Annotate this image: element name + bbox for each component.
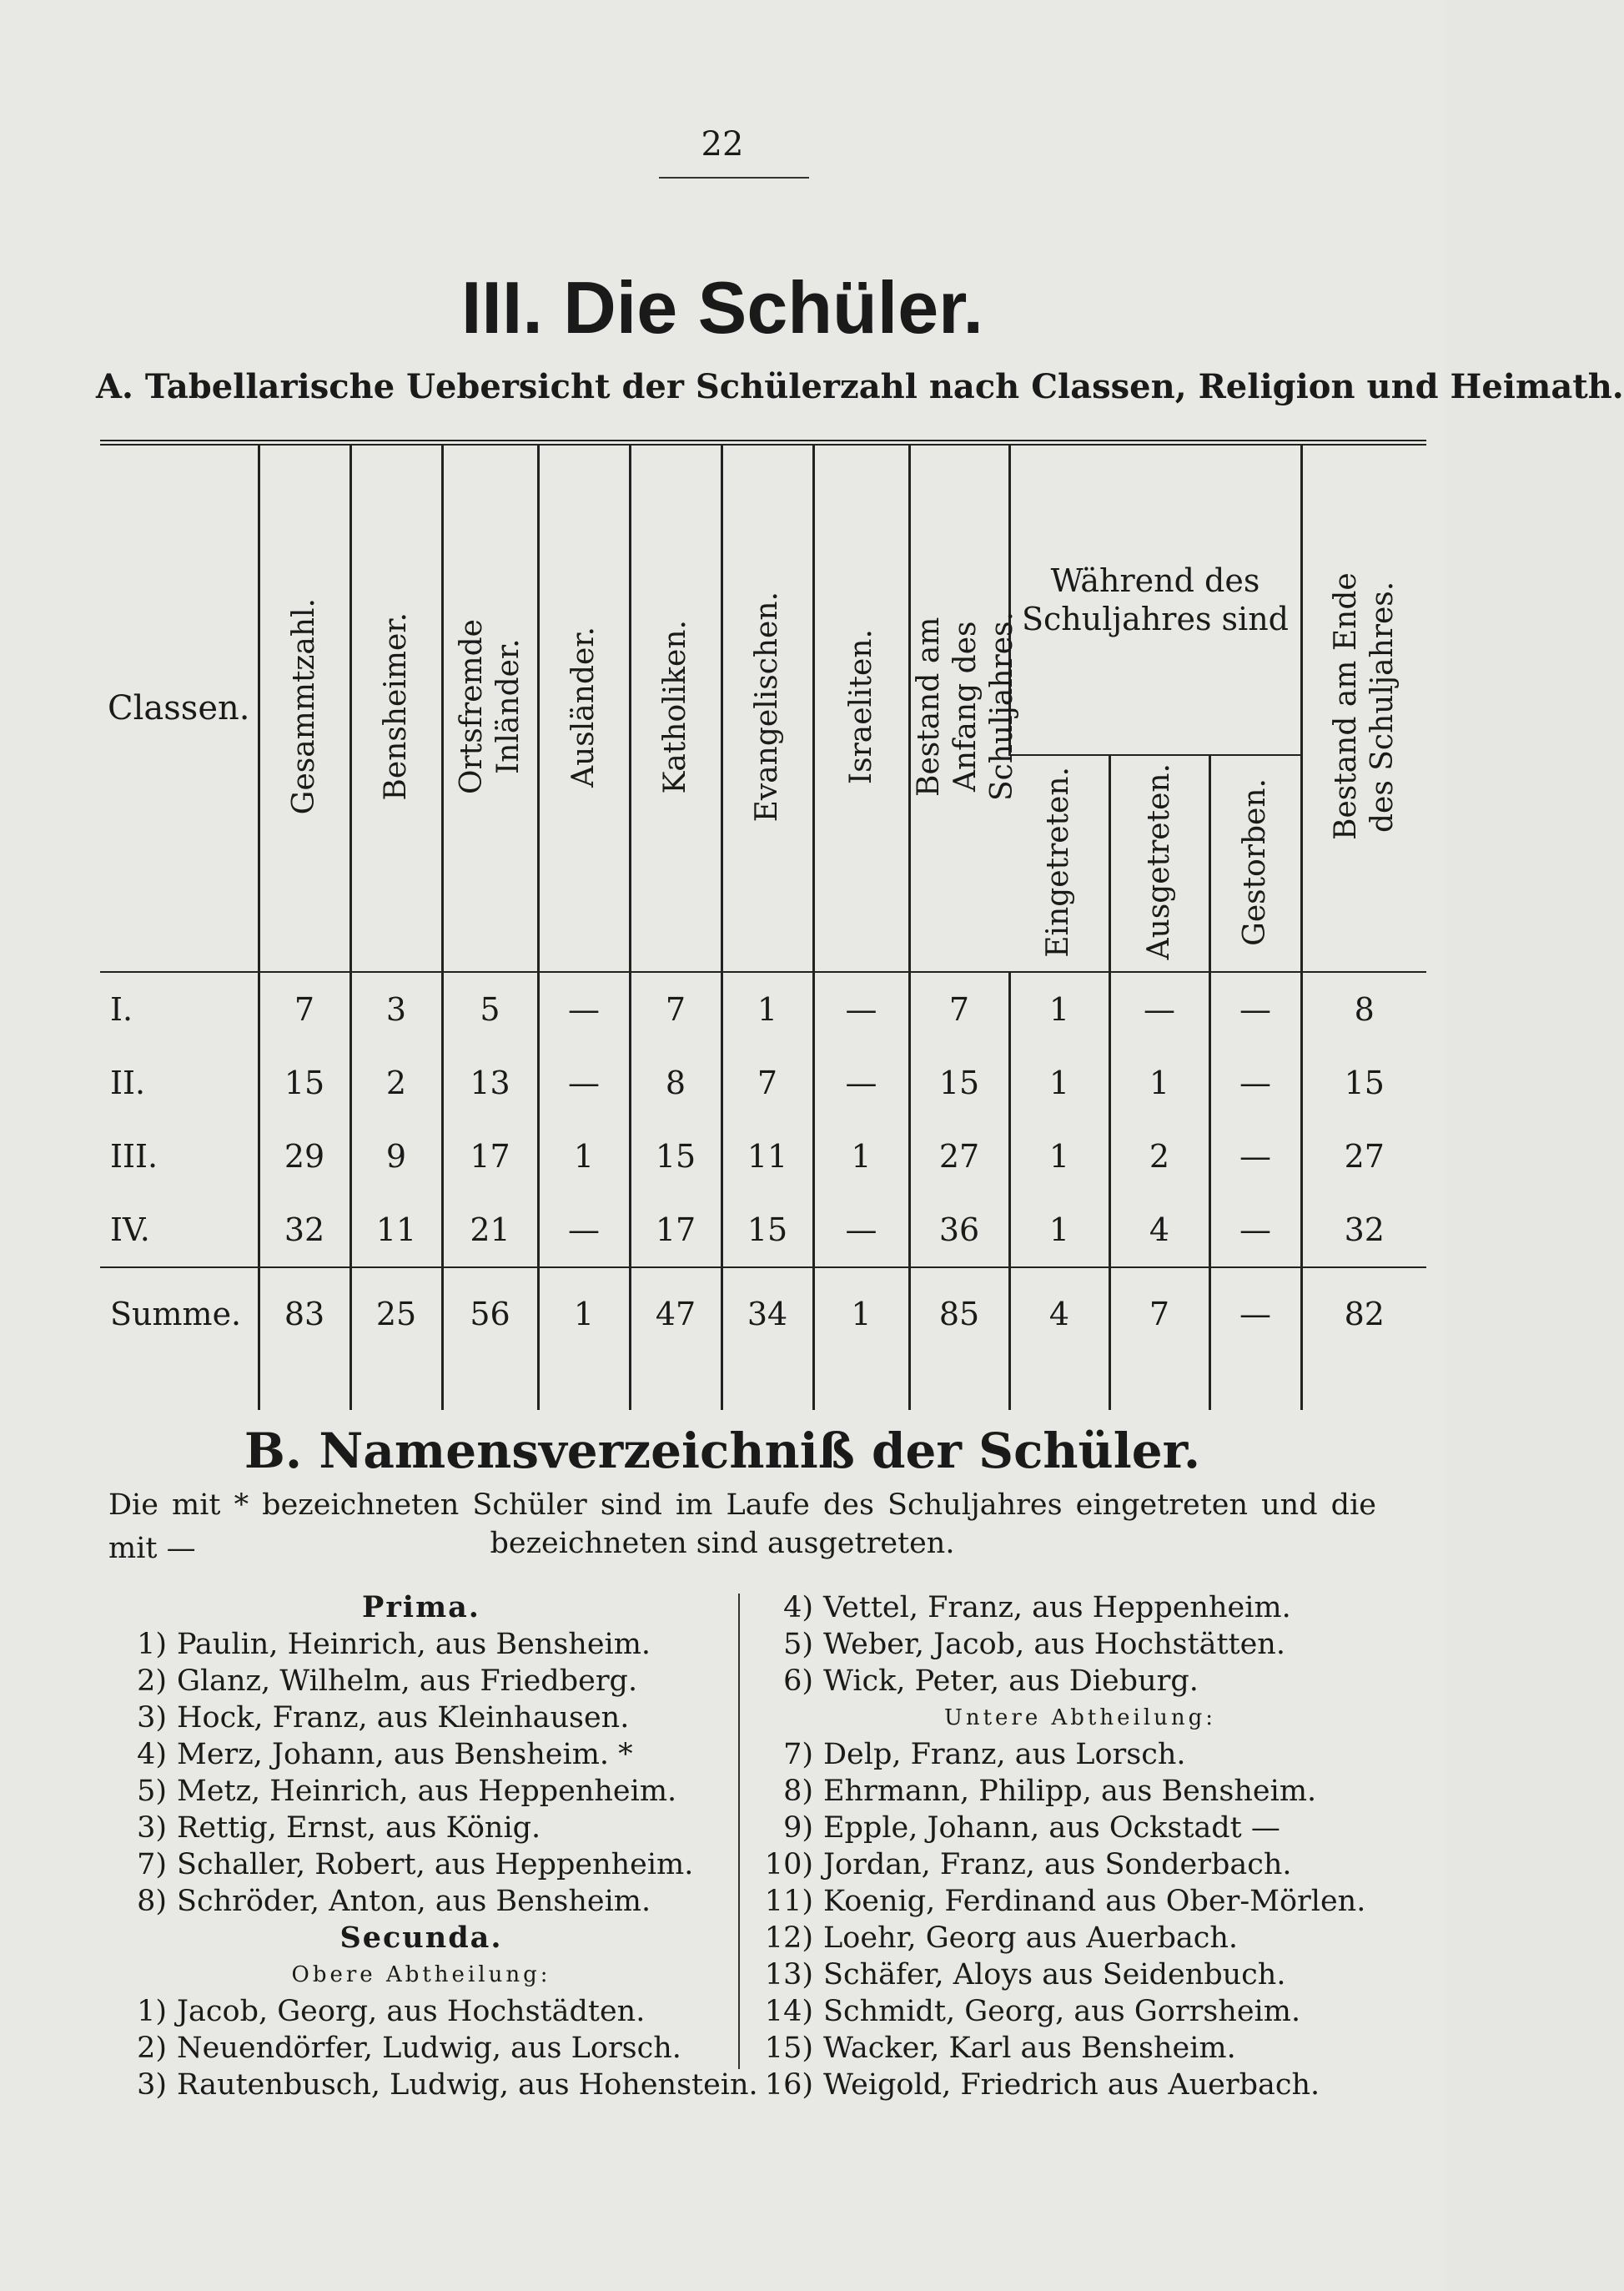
table-row: [100, 1120, 1426, 1193]
list-item-number: 2): [137, 1664, 167, 1698]
cell-israeliten: —: [813, 1046, 909, 1120]
statistics-table: [100, 440, 1426, 1410]
cell-ortsfremde: 5: [442, 972, 538, 1046]
list-item: [763, 1589, 1397, 1626]
cell-eingetreten: 1: [1009, 972, 1109, 1046]
header-classen: Classen.: [100, 446, 259, 972]
cell-klasse: II.: [110, 1065, 146, 1101]
cell-israeliten: 1: [813, 1267, 909, 1360]
list-item-name: Epple, Johann, aus Ockstadt —: [823, 1811, 1280, 1845]
cell-auslaender: 1: [538, 1120, 630, 1193]
cell-evangelische: 7: [721, 1046, 813, 1120]
list-item-name: Schröder, Anton, aus Bensheim.: [177, 1885, 651, 1918]
prima-header: Prima.: [362, 1590, 480, 1624]
cell-evangelische: 15: [721, 1193, 813, 1267]
cell-ortsfremde: 56: [442, 1267, 538, 1360]
cell-evangelische: 1: [721, 972, 813, 1046]
cell-klasse: III.: [110, 1138, 158, 1175]
list-item-name: Jordan, Franz, aus Sonderbach.: [823, 1848, 1292, 1881]
header-auslaender: Ausländer.: [538, 446, 630, 972]
list-item-number: 9): [783, 1811, 813, 1845]
list-item-number: 13): [764, 1958, 813, 1991]
header-ausgetreten: Ausgetreten.: [1109, 755, 1209, 972]
page-title: III. Die Schüler.: [460, 266, 983, 349]
cell-bensheimer: 25: [350, 1267, 442, 1360]
cell-bestand-anfang: 36: [909, 1193, 1009, 1267]
list-item-name: Koenig, Ferdinand aus Ober-Mörlen.: [823, 1885, 1366, 1918]
list-item: [763, 1883, 1397, 1920]
list-item-name: Delp, Franz, aus Lorsch.: [823, 1738, 1186, 1771]
cell-evangelische: 34: [721, 1267, 813, 1360]
list-item-number: 8): [783, 1775, 813, 1808]
cell-auslaender: 1: [538, 1267, 630, 1360]
list-item: [763, 1626, 1397, 1663]
list-item-number: 7): [783, 1738, 813, 1771]
list-item-number: 11): [764, 1885, 813, 1918]
list-item-name: Ehrmann, Philipp, aus Bensheim.: [823, 1775, 1317, 1808]
list-item-number: 3): [137, 2068, 167, 2102]
header-eingetreten: Eingetreten.: [1009, 755, 1109, 972]
list-item-number: 14): [764, 1995, 813, 2028]
cell-ausgetreten: —: [1109, 972, 1209, 1046]
list-item-number: 10): [764, 1848, 813, 1881]
cell-bestand-anfang: 15: [909, 1046, 1009, 1120]
cell-bensheimer: 9: [350, 1120, 442, 1193]
list-item: [117, 1699, 726, 1736]
cell-ausgetreten: 4: [1109, 1193, 1209, 1267]
cell-bestand-ende: 82: [1301, 1267, 1426, 1360]
list-item: [763, 1773, 1397, 1810]
list-item: [117, 2067, 758, 2103]
list-item-number: 12): [764, 1921, 813, 1955]
cell-ausgetreten: 7: [1109, 1267, 1209, 1360]
cell-eingetreten: 1: [1009, 1193, 1109, 1267]
cell-katholiken: 8: [630, 1046, 721, 1120]
obere-abtheilung-header: Obere Abtheilung:: [291, 1962, 551, 1987]
list-item: [763, 1846, 1397, 1883]
list-item-name: Wacker, Karl aus Bensheim.: [823, 2032, 1236, 2065]
list-item-number: 3): [137, 1701, 167, 1735]
table-row-summe: [100, 1267, 1426, 1360]
cell-gestorben: —: [1209, 1046, 1301, 1120]
list-item-number: 4): [137, 1738, 167, 1771]
header-katholiken: Katholiken.: [630, 446, 721, 972]
list-item-number: 2): [137, 2032, 167, 2065]
table-row: [100, 1046, 1426, 1120]
cell-bestand-anfang: 7: [909, 972, 1009, 1046]
list-item-name: Metz, Heinrich, aus Heppenheim.: [177, 1775, 677, 1808]
cell-katholiken: 7: [630, 972, 721, 1046]
list-item-number: 6): [783, 1664, 813, 1698]
cell-gesammtzahl: 83: [259, 1267, 350, 1360]
cell-gesammtzahl: 32: [259, 1193, 350, 1267]
cell-gestorben: —: [1209, 1193, 1301, 1267]
header-bestand-anfang: Bestand am Anfang des Schuljahres.: [909, 446, 1009, 972]
cell-katholiken: 47: [630, 1267, 721, 1360]
list-item: [117, 2030, 726, 2067]
cell-auslaender: —: [538, 1193, 630, 1267]
left-name-list: [117, 1589, 758, 2103]
list-item-number: 16): [764, 2068, 813, 2102]
cell-gestorben: —: [1209, 1267, 1301, 1360]
section-b-note: Die mit * bezeichneten Schüler sind im Laufe des Schuljahres eingetreten und die mit —: [108, 1488, 1376, 1565]
cell-bestand-ende: 8: [1301, 972, 1426, 1046]
table-footer-row: [100, 1360, 1426, 1410]
list-item: [763, 1736, 1397, 1773]
cell-ausgetreten: 2: [1109, 1120, 1209, 1193]
list-item: [117, 1663, 726, 1699]
list-item: [763, 2067, 1397, 2103]
right-name-list: [763, 1589, 1397, 2103]
cell-bensheimer: 3: [350, 972, 442, 1046]
cell-bestand-anfang: 85: [909, 1267, 1009, 1360]
header-gesammtzahl: Gesammtzahl.: [259, 446, 350, 972]
list-item-name: Wick, Peter, aus Dieburg.: [823, 1664, 1199, 1698]
cell-bestand-ende: 27: [1301, 1120, 1426, 1193]
cell-ortsfremde: 13: [442, 1046, 538, 1120]
list-item-name: Weigold, Friedrich aus Auerbach.: [823, 2068, 1320, 2102]
header-gestorben: Gestorben.: [1209, 755, 1301, 972]
list-item: [117, 1773, 726, 1810]
list-item: [763, 1920, 1397, 1956]
cell-gesammtzahl: 29: [259, 1120, 350, 1193]
list-item-name: Schmidt, Georg, aus Gorrsheim.: [823, 1995, 1301, 2028]
list-item-number: 5): [783, 1628, 813, 1661]
cell-klasse: Summe.: [100, 1267, 259, 1360]
cell-gestorben: —: [1209, 972, 1301, 1046]
list-item-name: Neuendörfer, Ludwig, aus Lorsch.: [177, 2032, 681, 2065]
list-item-name: Merz, Johann, aus Bensheim. *: [177, 1738, 633, 1771]
header-bestand-ende: Bestand am Ende des Schuljahres.: [1301, 446, 1426, 972]
cell-gestorben: —: [1209, 1120, 1301, 1193]
section-b-title: B. Namensverzeichniß der Schüler.: [244, 1422, 1201, 1479]
cell-gesammtzahl: 7: [259, 972, 350, 1046]
list-item: [117, 1993, 726, 2030]
list-item-number: 8): [137, 1885, 167, 1918]
list-item-name: Weber, Jacob, aus Hochstätten.: [823, 1628, 1285, 1661]
list-item-name: Schaller, Robert, aus Heppenheim.: [177, 1848, 694, 1881]
cell-auslaender: —: [538, 972, 630, 1046]
cell-eingetreten: 4: [1009, 1267, 1109, 1360]
list-item-name: Vettel, Franz, aus Heppenheim.: [823, 1591, 1291, 1624]
cell-ausgetreten: 1: [1109, 1046, 1209, 1120]
untere-abtheilung-header: Untere Abtheilung:: [943, 1705, 1217, 1730]
list-item-number: 3): [137, 1811, 167, 1845]
cell-bestand-ende: 32: [1301, 1193, 1426, 1267]
cell-auslaender: —: [538, 1046, 630, 1120]
list-item-number: 4): [783, 1591, 813, 1624]
table-row: [100, 972, 1426, 1046]
header-israeliten: Israeliten.: [813, 446, 909, 972]
list-item-name: Rettig, Ernst, aus König.: [177, 1811, 541, 1845]
cell-bestand-ende: 15: [1301, 1046, 1426, 1120]
list-item: [763, 1993, 1397, 2030]
cell-klasse: IV.: [110, 1211, 150, 1248]
cell-evangelische: 11: [721, 1120, 813, 1193]
list-item: [117, 1736, 726, 1773]
list-item-number: 15): [764, 2032, 813, 2065]
cell-katholiken: 17: [630, 1193, 721, 1267]
section-b-note-continued: bezeichneten sind ausgetreten.: [490, 1527, 955, 1560]
table-caption: A. Tabellarische Uebersicht der Schülerzahl nach Classen, Religion und Heimath.: [96, 367, 1624, 406]
list-item: [117, 1883, 726, 1920]
cell-bestand-anfang: 27: [909, 1120, 1009, 1193]
header-evangelische: Evangelischen.: [721, 446, 813, 972]
page-number: 22: [701, 125, 744, 164]
cell-israeliten: 1: [813, 1120, 909, 1193]
secunda-header: Secunda.: [339, 1921, 503, 1955]
list-item-name: Schäfer, Aloys aus Seidenbuch.: [823, 1958, 1286, 1991]
header-bensheimer: Bensheimer.: [350, 446, 442, 972]
cell-bensheimer: 11: [350, 1193, 442, 1267]
cell-ortsfremde: 21: [442, 1193, 538, 1267]
cell-israeliten: —: [813, 972, 909, 1046]
column-divider: [738, 1594, 740, 2069]
list-item: [763, 1956, 1397, 1993]
table-row: [100, 1193, 1426, 1267]
list-item: [763, 2030, 1397, 2067]
list-item-name: Loehr, Georg aus Auerbach.: [823, 1921, 1239, 1955]
list-item-number: 5): [137, 1775, 167, 1808]
cell-klasse: I.: [110, 991, 133, 1028]
header-waehrend: Während des Schuljahres sind: [1009, 446, 1301, 755]
header-ortsfremde: Ortsfremde Inländer.: [442, 446, 538, 972]
cell-bensheimer: 2: [350, 1046, 442, 1120]
cell-gesammtzahl: 15: [259, 1046, 350, 1120]
cell-katholiken: 15: [630, 1120, 721, 1193]
cell-israeliten: —: [813, 1193, 909, 1267]
list-item: [117, 1846, 726, 1883]
list-item-number: 7): [137, 1848, 167, 1881]
list-item: [117, 1810, 726, 1846]
list-item: [117, 1626, 726, 1663]
list-item-name: Rautenbusch, Ludwig, aus Hohenstein.: [177, 2068, 758, 2102]
list-item-name: Glanz, Wilhelm, aus Friedberg.: [177, 1664, 638, 1698]
list-item-number: 1): [137, 1995, 167, 2028]
list-item: [763, 1663, 1397, 1699]
cell-eingetreten: 1: [1009, 1120, 1109, 1193]
cell-ortsfremde: 17: [442, 1120, 538, 1193]
cell-eingetreten: 1: [1009, 1046, 1109, 1120]
list-item-name: Jacob, Georg, aus Hochstädten.: [177, 1995, 646, 2028]
page-number-rule: [659, 177, 809, 179]
list-item-name: Hock, Franz, aus Kleinhausen.: [177, 1701, 630, 1735]
list-item-name: Paulin, Heinrich, aus Bensheim.: [177, 1628, 651, 1661]
list-item-number: 1): [137, 1628, 167, 1661]
list-item: [763, 1810, 1397, 1846]
